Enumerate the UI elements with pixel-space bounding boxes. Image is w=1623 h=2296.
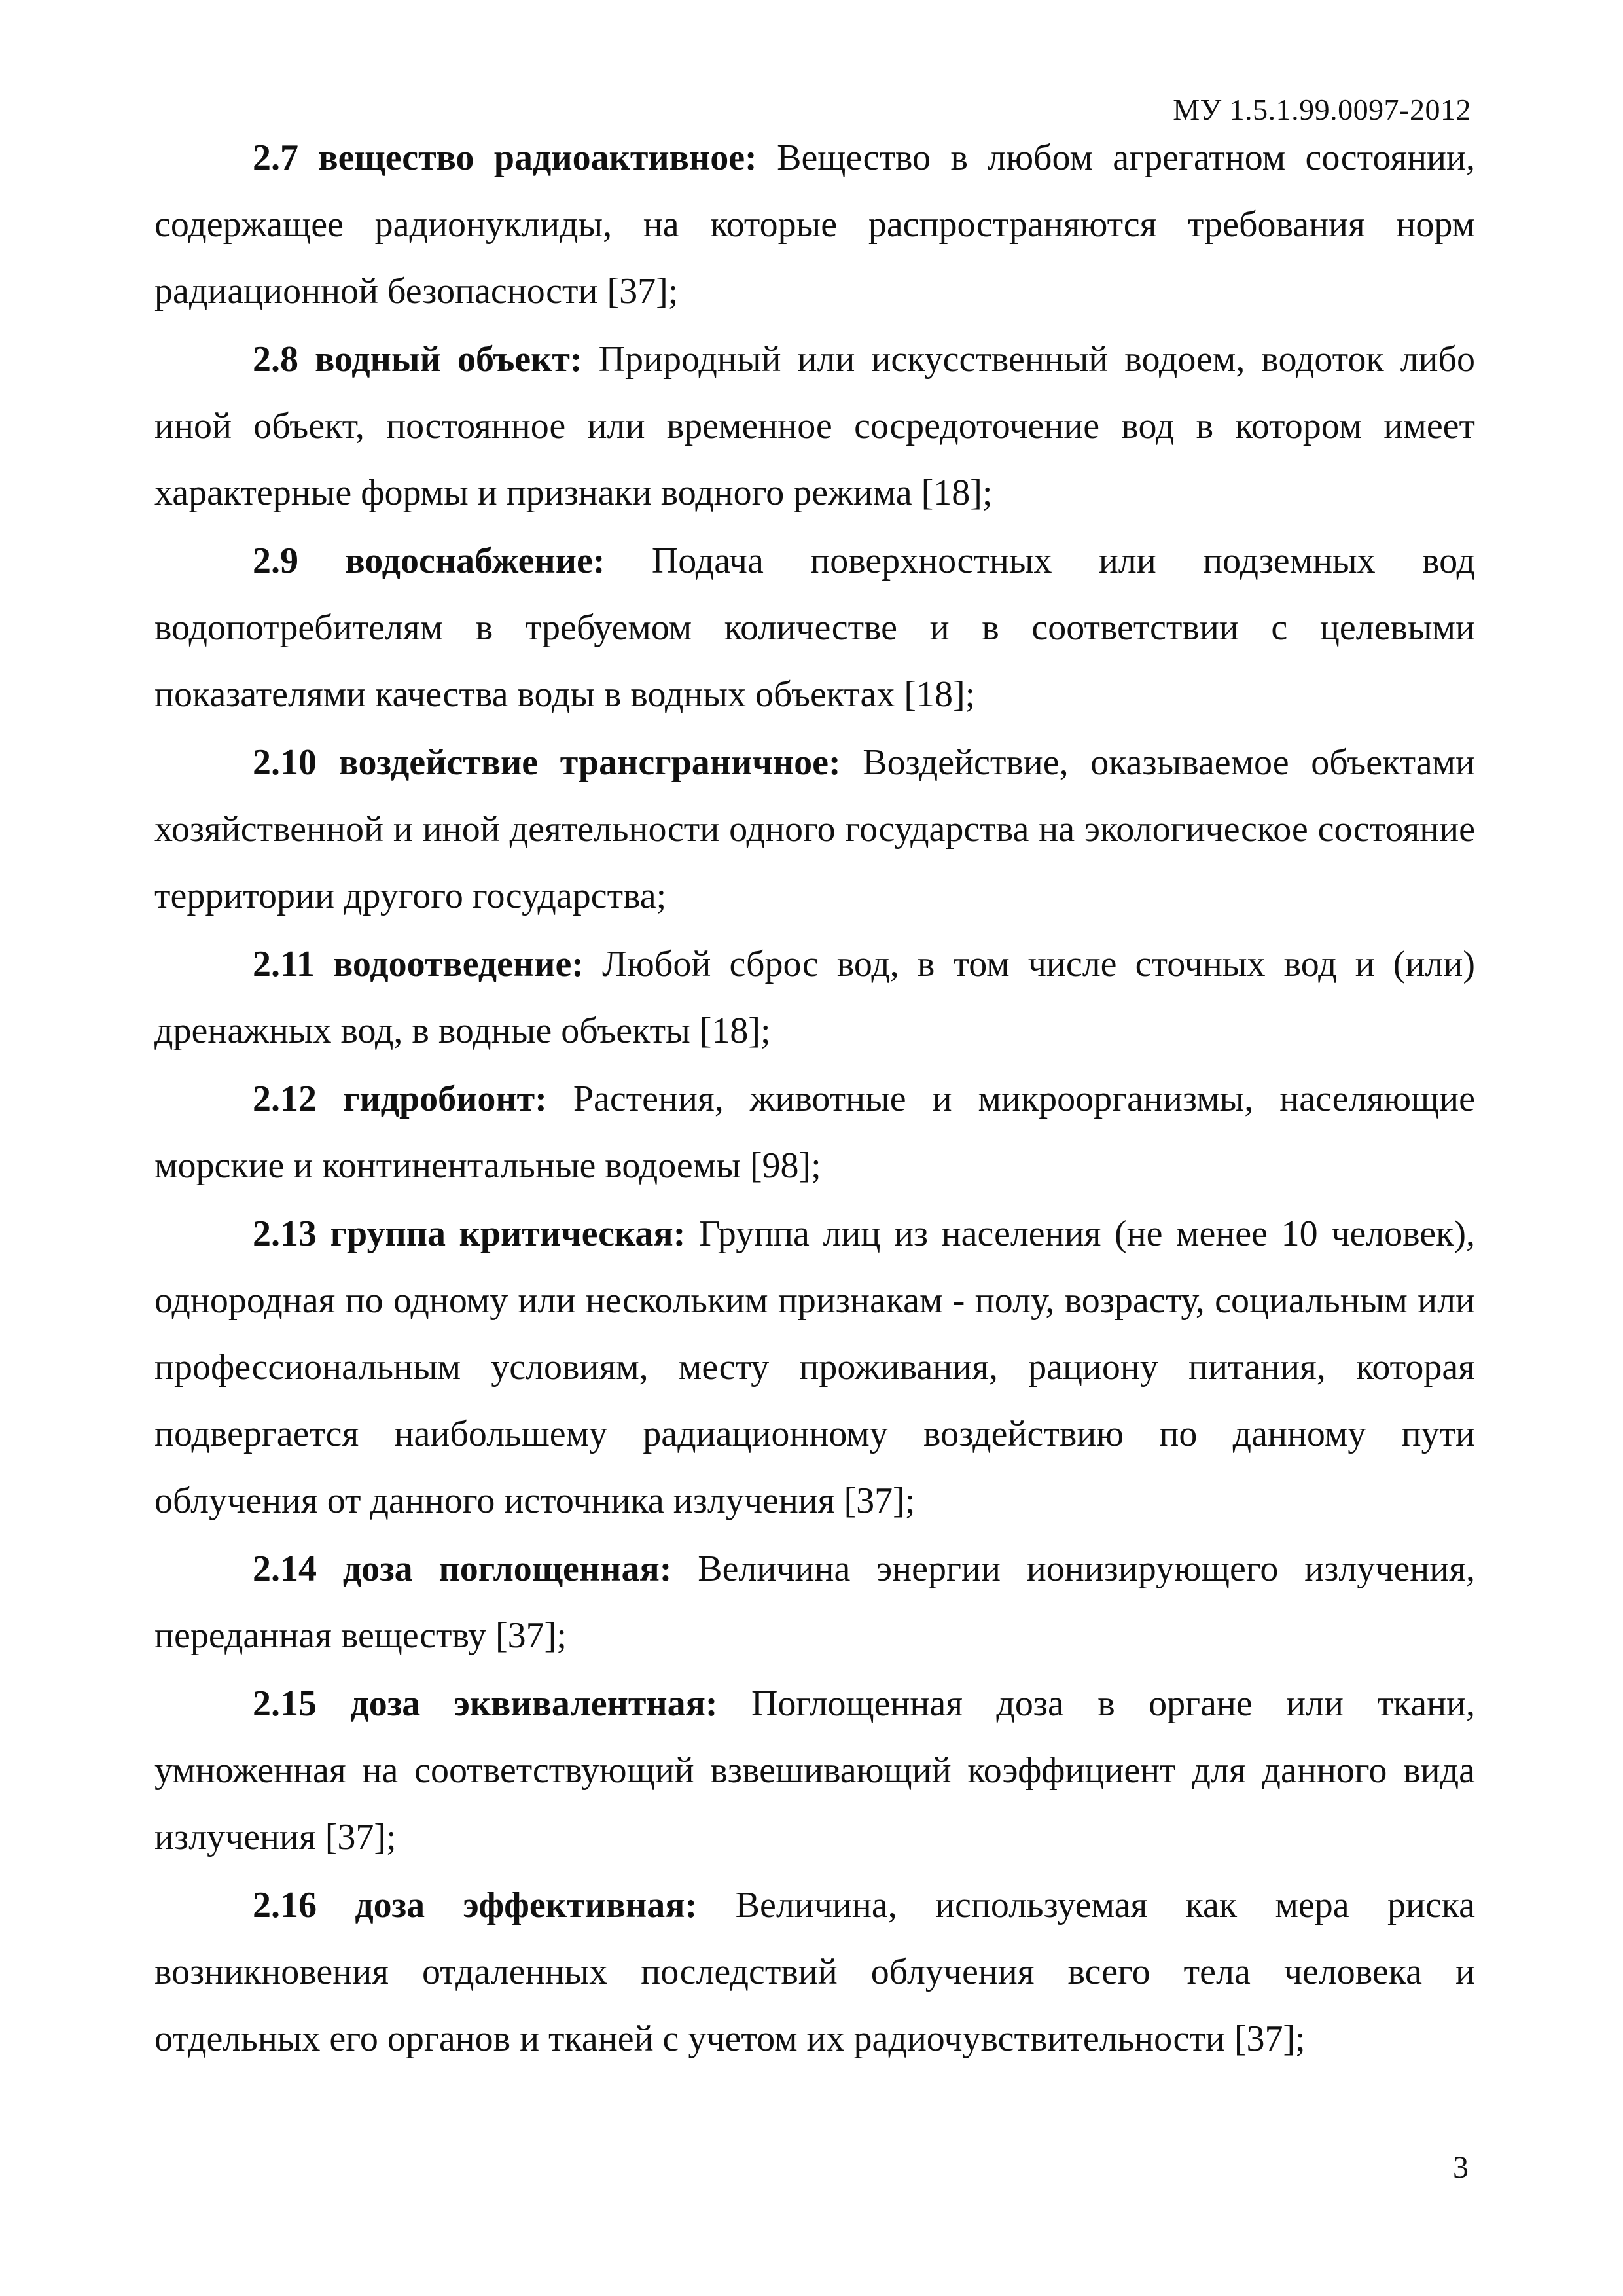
term-2-16 bbox=[154, 1872, 1475, 2072]
term-2-11 bbox=[154, 931, 1475, 1064]
term-heading: 2.16 доза эффективная: bbox=[253, 1885, 698, 1926]
term-heading: 2.15 доза эквивалентная: bbox=[253, 1683, 718, 1724]
term-heading: 2.11 водоотведение: bbox=[253, 944, 584, 984]
term-2-15 bbox=[154, 1670, 1475, 1871]
term-2-7 bbox=[154, 124, 1475, 325]
term-definition: Природный или искусственный водоем, водоток либо иной объект, постоянное или временное сосредоточение вод в котором имеет характерные формы и признаки водного режима [18]; bbox=[154, 339, 1476, 513]
term-2-10 bbox=[154, 729, 1475, 929]
term-definition: Любой сброс вод, в том числе сточных вод и (или) дренажных вод, в водные объекты [18]; bbox=[154, 944, 1475, 1051]
term-definition: Поглощенная доза в органе или ткани, умноженная на соответствующий взвешивающий коэффициент для данного вида излучения [37]; bbox=[154, 1683, 1476, 1857]
term-2-14 bbox=[154, 1535, 1475, 1669]
term-heading: 2.7 вещество радиоактивное: bbox=[253, 137, 757, 178]
term-definition: Вещество в любом агрегатном состоянии, содержащее радионуклиды, на которые распространяются требования норм радиационной безопасности [37]; bbox=[154, 137, 1475, 312]
term-definition: Группа лиц из населения (не менее 10 человек), однородная по одному или нескольким признакам - полу, возрасту, социальным или профессиональным условиям, месту проживания, рациону питания, которая подвергается наибольшему радиационному воздействию по данному пути облучения от данного источника излучения [37]; bbox=[154, 1213, 1475, 1521]
document-code: МУ 1.5.1.99.0097-2012 bbox=[1173, 93, 1471, 126]
term-2-12 bbox=[154, 1066, 1475, 1199]
term-heading: 2.9 водоснабжение: bbox=[253, 541, 605, 581]
term-2-8 bbox=[154, 326, 1475, 526]
term-heading: 2.8 водный объект: bbox=[253, 339, 582, 380]
term-2-9 bbox=[154, 528, 1475, 728]
term-definition: Подача поверхностных или подземных вод водопотребителям в требуемом количестве и в соответствии с целевыми показателями качества воды в водных объектах [18]; bbox=[154, 541, 1475, 715]
term-heading: 2.13 группа критическая: bbox=[253, 1213, 686, 1254]
term-heading: 2.14 доза поглощенная: bbox=[253, 1549, 672, 1589]
term-definition: Величина энергии ионизирующего излучения, переданная веществу [37]; bbox=[154, 1549, 1475, 1656]
page-number: 3 bbox=[1453, 2150, 1469, 2185]
document-body bbox=[154, 124, 1475, 2073]
term-2-13 bbox=[154, 1200, 1475, 1534]
term-definition: Воздействие, оказываемое объектами хозяйственной и иной деятельности одного государства на экологическое состояние территории другого государства; bbox=[154, 742, 1475, 916]
term-heading: 2.10 воздействие трансграничное: bbox=[253, 742, 841, 783]
term-heading: 2.12 гидробионт: bbox=[253, 1079, 547, 1119]
term-definition: Растения, животные и микроорганизмы, населяющие морские и континентальные водоемы [98]; bbox=[154, 1079, 1475, 1186]
term-definition: Величина, используемая как мера риска возникновения отдаленных последствий облучения всего тела человека и отдельных его органов и тканей с учетом их радиочувствительности [37]; bbox=[154, 1885, 1475, 2059]
